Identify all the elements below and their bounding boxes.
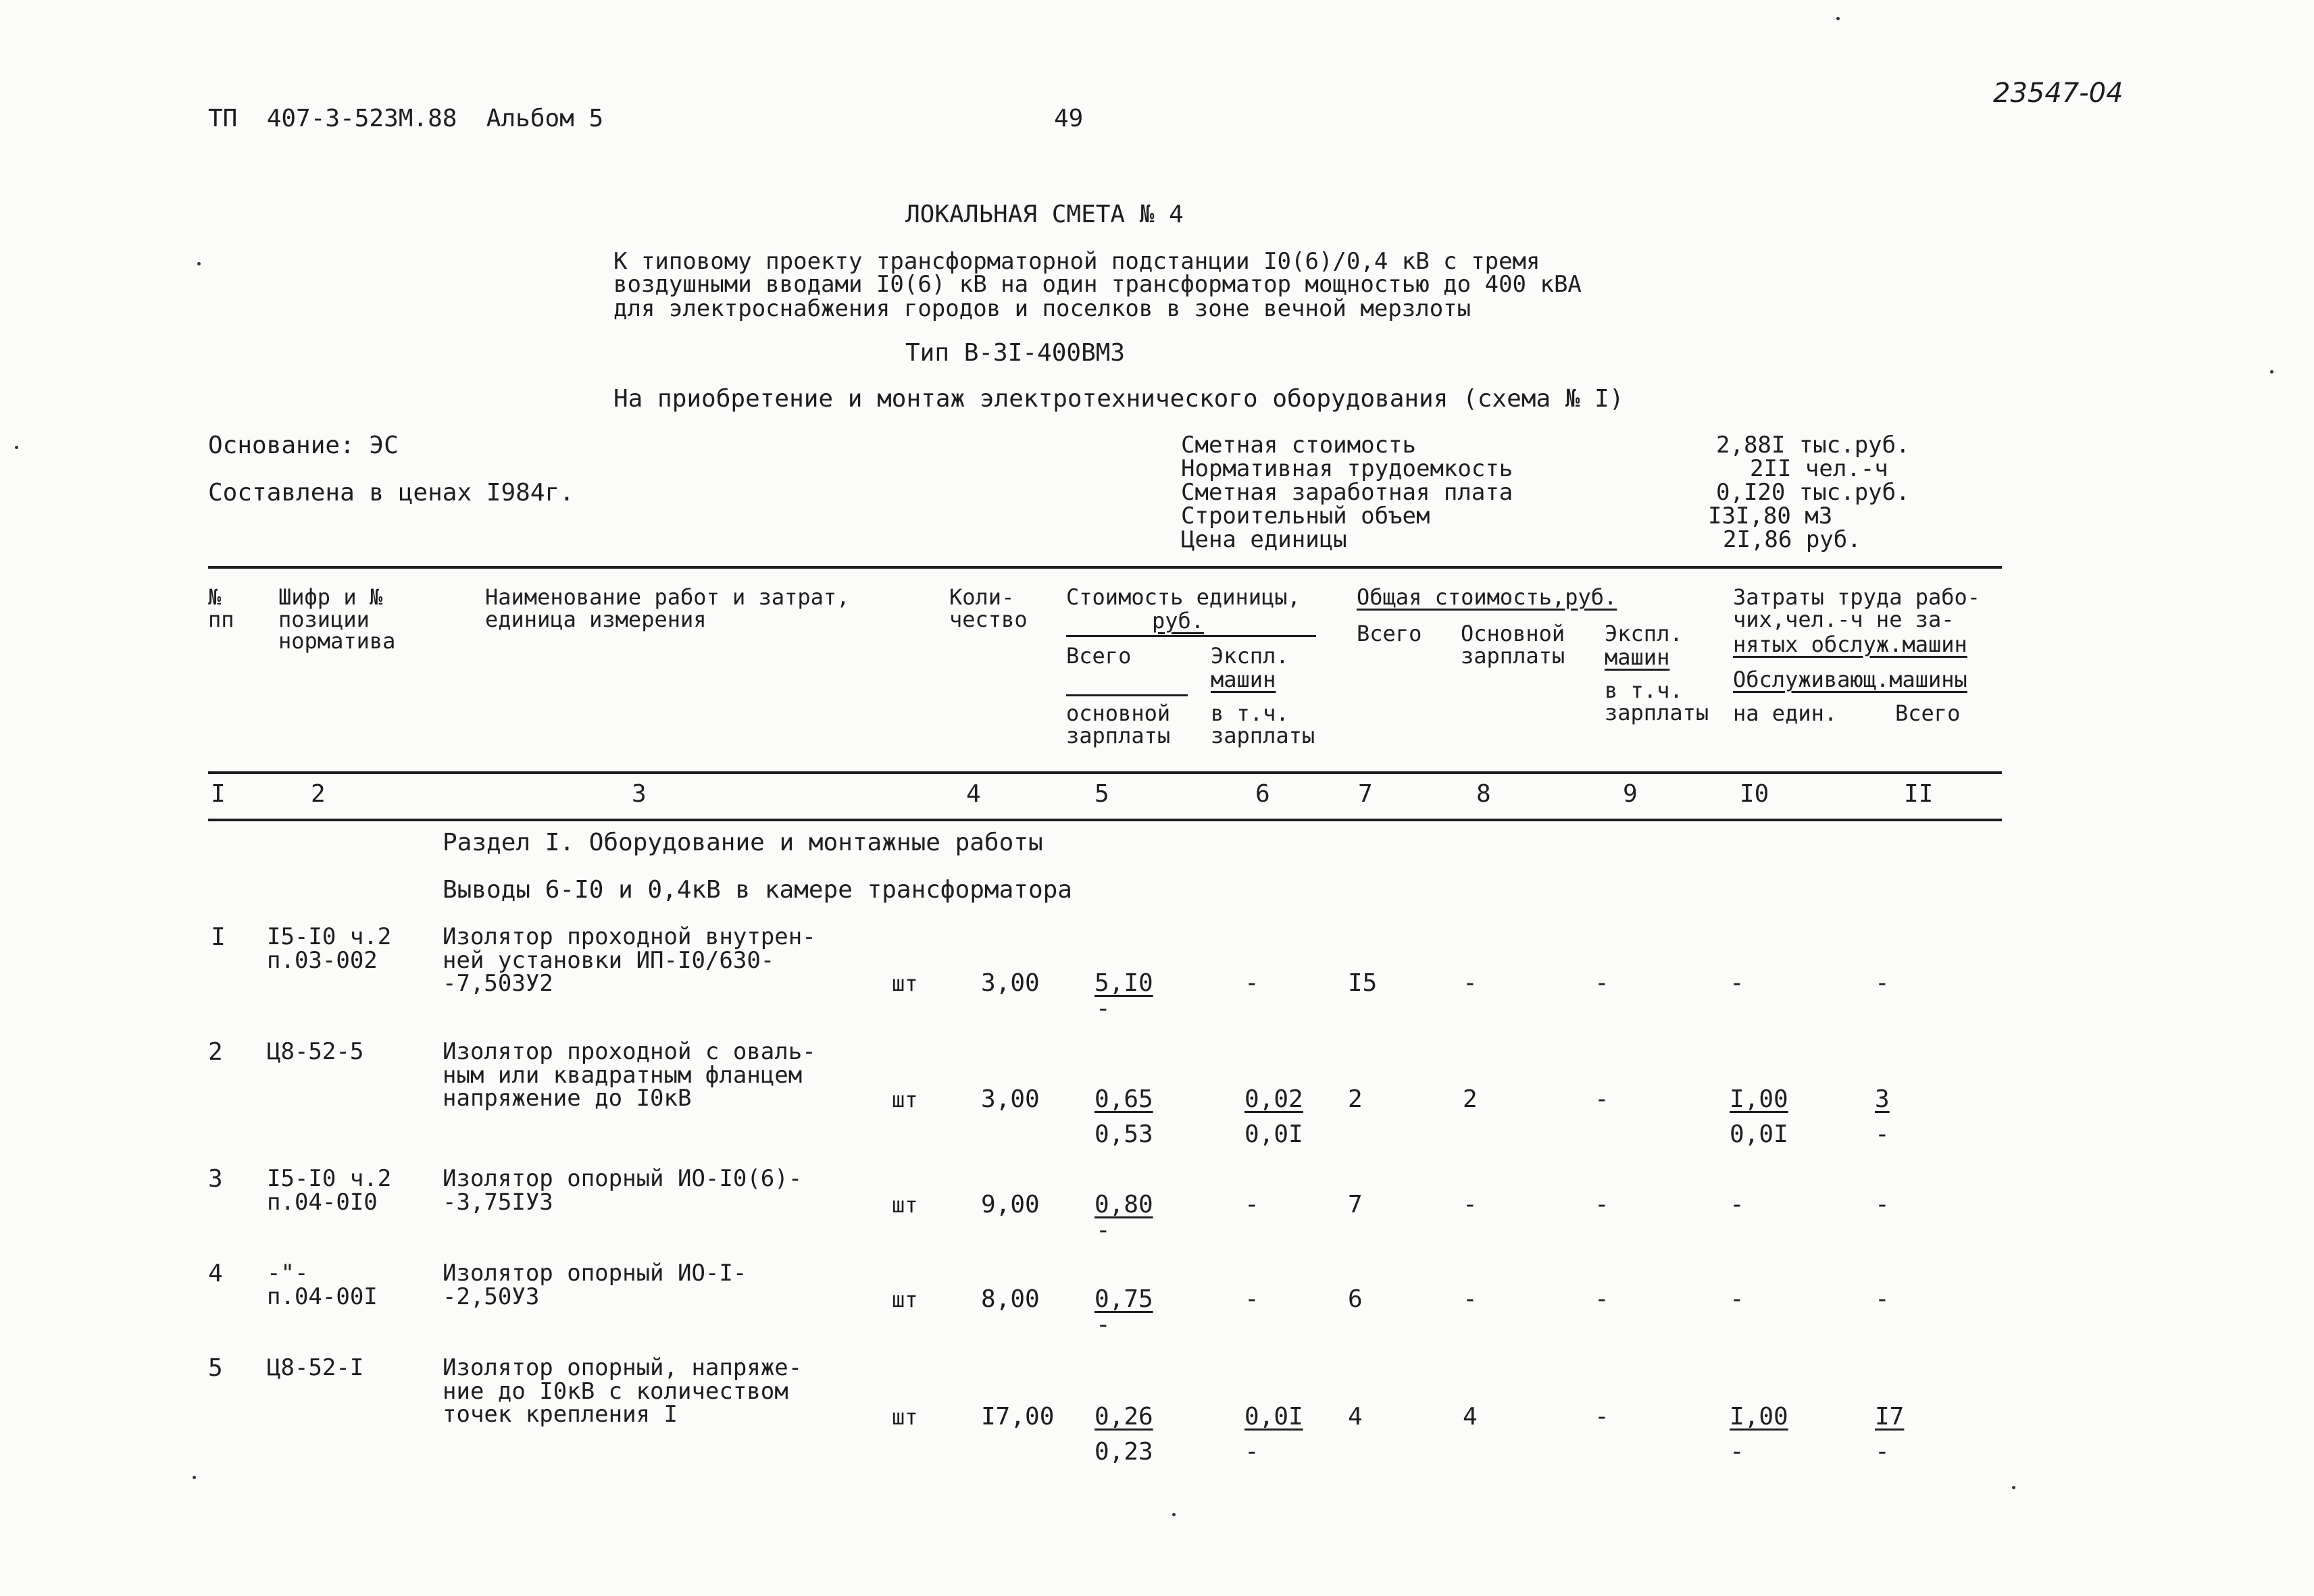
row-unit-wage: - [1096,995,1111,1023]
row-total-machines: - [1594,1285,1609,1313]
table-top-rule [208,566,2002,569]
row-unit-wage: 0,53 [1095,1121,1153,1148]
row-labor-per-unit: I,00 [1730,1403,1788,1431]
row-quantity: 3,00 [981,969,1040,997]
row-unit: шт [892,1287,918,1312]
header-col-1: № пп [208,584,234,632]
row-work-name: Изолятор опорный, напряже- ние до I0кВ с количеством точек крепления I [443,1354,803,1428]
page-number: 49 [1054,105,1084,132]
column-number: 6 [1255,780,1270,808]
section-subtitle: Выводы 6-I0 и 0,4кВ в камере трансформатора [443,876,1072,904]
summary-label: Строительный объем [1181,503,1430,530]
row-total-cost: 6 [1348,1285,1363,1313]
header-col-3: Наименование работ и затрат, единица измерения [485,584,850,632]
basis-text: Основание: ЭС [208,432,399,459]
row-number: 4 [208,1260,223,1287]
section-title: Раздел I. Оборудование и монтажные работы [443,829,1043,856]
header-col-8: Основной зарплаты [1461,621,1565,669]
header-col-6: Экспл. [1211,643,1289,669]
column-number: I0 [1740,780,1769,808]
header-col-9: Экспл. [1605,621,1683,646]
row-norm-code: Ц8-52-5 [267,1038,364,1065]
summary-label: Сметная стоимость [1181,432,1416,459]
column-number: I [211,780,226,808]
archive-stamp: 23547-04 [1993,78,2123,109]
row-total-wage: 4 [1463,1403,1478,1431]
project-description-line-2: воздушными вводами I0(6) кВ на один трансформатор мощностью до 400 кВА [613,271,1582,298]
price-level-text: Составлена в ценах I984г. [208,479,574,507]
header-col-7: Всего [1357,621,1422,646]
row-unit-total: 0,75 [1095,1285,1153,1313]
row-number: I [211,923,226,951]
header-bottom-rule [208,771,2002,774]
column-number: 5 [1095,780,1109,808]
column-number: 2 [311,780,326,808]
scan-speck [2012,1486,2015,1489]
row-total-cost: 4 [1348,1403,1363,1431]
row-labor-total: - [1875,969,1890,997]
column-number: 4 [966,780,981,808]
summary-label: Цена единицы [1181,526,1347,553]
row-norm-code: I5-I0 ч.2 п.04-0I0 [267,1165,392,1216]
row-unit-total: 5,I0 [1095,969,1153,997]
row-quantity: I7,00 [981,1403,1055,1431]
row-unit: шт [892,971,918,996]
row-labor-per-unit-machine: - [1730,1438,1744,1466]
row-number: 2 [208,1038,223,1066]
column-number: 3 [632,780,647,808]
row-work-name: Изолятор опорный ИО-I- -2,50УЗ [443,1260,747,1310]
substation-type: Тип В-3I-400ВМЗ [905,339,1126,367]
project-description-line-1: К типовому проекту трансформаторной подстанции I0(6)/0,4 кВ с тремя [613,248,1540,275]
row-unit-machines: - [1244,969,1259,997]
row-total-wage: - [1463,969,1478,997]
row-total-wage: - [1463,1285,1478,1313]
row-labor-total: 3 [1875,1085,1890,1113]
summary-value: 2,88I тыс.руб. [1716,432,1910,459]
scan-speck [1172,1513,1176,1516]
row-labor-total: I7 [1875,1403,1905,1431]
row-unit-wage: - [1096,1311,1111,1339]
header-col-4: Коли- чество [949,584,1028,632]
row-unit-machine-wage: - [1244,1438,1259,1466]
row-total-machines: - [1594,1191,1609,1218]
row-number: 5 [208,1354,223,1382]
row-total-wage: 2 [1463,1085,1478,1113]
summary-label: Сметная заработная плата [1181,479,1513,506]
row-labor-per-unit: - [1730,1285,1744,1313]
project-description-line-3: для электроснабжения городов и поселков в зоне вечной мерзлоты [613,295,1472,322]
row-unit-total: 0,26 [1095,1403,1153,1431]
row-labor-total-machine: - [1875,1438,1890,1466]
document-code: ТП 407-3-523М.88 Альбом 5 [208,105,604,132]
row-labor-per-unit: - [1730,1191,1744,1218]
header-unit-cost-rule [1066,635,1316,637]
header-col-6-machines: машин [1211,667,1276,692]
row-number: 3 [208,1165,223,1193]
scan-speck [193,1476,196,1479]
header-labor-costs-machine: Обслуживающ.машины [1733,667,1967,692]
header-col-11: Всего [1895,700,1961,726]
row-total-wage: - [1463,1191,1478,1218]
row-work-name: Изолятор проходной внутрен- ней установки ИП-I0/630- -7,50ЗУ2 [443,923,816,998]
row-work-name: Изолятор опорный ИО-I0(6)- -3,75IУЗ [443,1165,803,1216]
column-number: II [1904,780,1934,808]
row-labor-per-unit: I,00 [1730,1085,1788,1113]
row-unit-machines: 0,0I [1244,1403,1303,1431]
row-total-machines: - [1594,969,1609,997]
row-total-cost: 7 [1348,1191,1363,1218]
summary-value: 2I,86 руб. [1723,526,1861,553]
column-numbers-rule [208,819,2002,821]
header-col-5: Всего [1066,643,1132,669]
row-labor-per-unit-machine: 0,0I [1730,1121,1788,1148]
header-col-9-wage: в т.ч. зарплаты [1605,677,1709,725]
header-labor-costs-non-machine: нятых обслуж.машин [1733,632,1967,657]
row-labor-total: - [1875,1285,1890,1313]
header-col-6-wage: в т.ч. зарплаты [1211,700,1315,748]
row-norm-code: Ц8-52-I [267,1354,364,1381]
row-unit-machines: 0,02 [1244,1085,1303,1113]
row-total-cost: 2 [1348,1085,1363,1113]
row-unit: шт [892,1192,918,1218]
scan-speck [15,446,18,449]
header-unit-cost-rub: руб. [1152,608,1205,634]
header-unit-cost: Стоимость единицы, [1066,584,1301,610]
row-unit-machines: - [1244,1285,1259,1313]
scan-speck [197,262,201,265]
header-col-10: на един. [1733,700,1838,726]
summary-label: Нормативная трудоемкость [1181,455,1513,482]
estimate-purpose: На приобретение и монтаж электротехнического оборудования (схема № I) [613,385,1624,413]
row-labor-total: - [1875,1191,1890,1218]
row-unit-machine-wage: 0,0I [1244,1121,1303,1148]
header-col-5-rule [1066,694,1188,696]
row-unit-machines: - [1244,1191,1259,1218]
summary-value: I3I,80 м3 [1708,503,1833,530]
row-quantity: 3,00 [981,1085,1040,1113]
estimate-heading: ЛОКАЛЬНАЯ СМЕТА № 4 [905,201,1184,228]
row-unit-total: 0,65 [1095,1085,1153,1113]
summary-value: 0,I20 тыс.руб. [1716,479,1910,506]
scan-speck [1836,17,1840,20]
row-total-machines: - [1594,1085,1609,1113]
row-norm-code: -"- п.04-00I [267,1260,378,1310]
header-col-5-wage: основной зарплаты [1066,700,1171,748]
summary-value: 2II чел.-ч [1750,455,1888,482]
row-unit: шт [892,1404,918,1430]
header-col-9-machines: машин [1605,644,1670,670]
row-work-name: Изолятор проходной с оваль- ным или квадратным фланцем напряжение до I0кВ [443,1038,816,1112]
row-labor-per-unit: - [1730,969,1744,997]
row-norm-code: I5-I0 ч.2 п.03-002 [267,923,392,974]
row-quantity: 8,00 [981,1285,1040,1313]
row-quantity: 9,00 [981,1191,1040,1218]
scan-speck [2270,370,2273,374]
header-labor-costs: Затраты труда рабо- чих,чел.-ч не за- [1733,584,1981,632]
row-total-machines: - [1594,1403,1609,1431]
header-total-cost: Общая стоимость,руб. [1357,584,1617,610]
column-number: 9 [1623,780,1638,808]
row-unit-wage: - [1096,1216,1111,1244]
row-unit: шт [892,1087,918,1112]
header-col-2: Шифр и № позиции норматива [278,584,396,654]
row-unit-wage: 0,23 [1095,1438,1153,1466]
row-unit-total: 0,80 [1095,1191,1153,1218]
column-number: 7 [1358,780,1373,808]
row-labor-total-machine: - [1875,1121,1890,1148]
row-total-cost: I5 [1348,969,1378,997]
column-number: 8 [1476,780,1491,808]
